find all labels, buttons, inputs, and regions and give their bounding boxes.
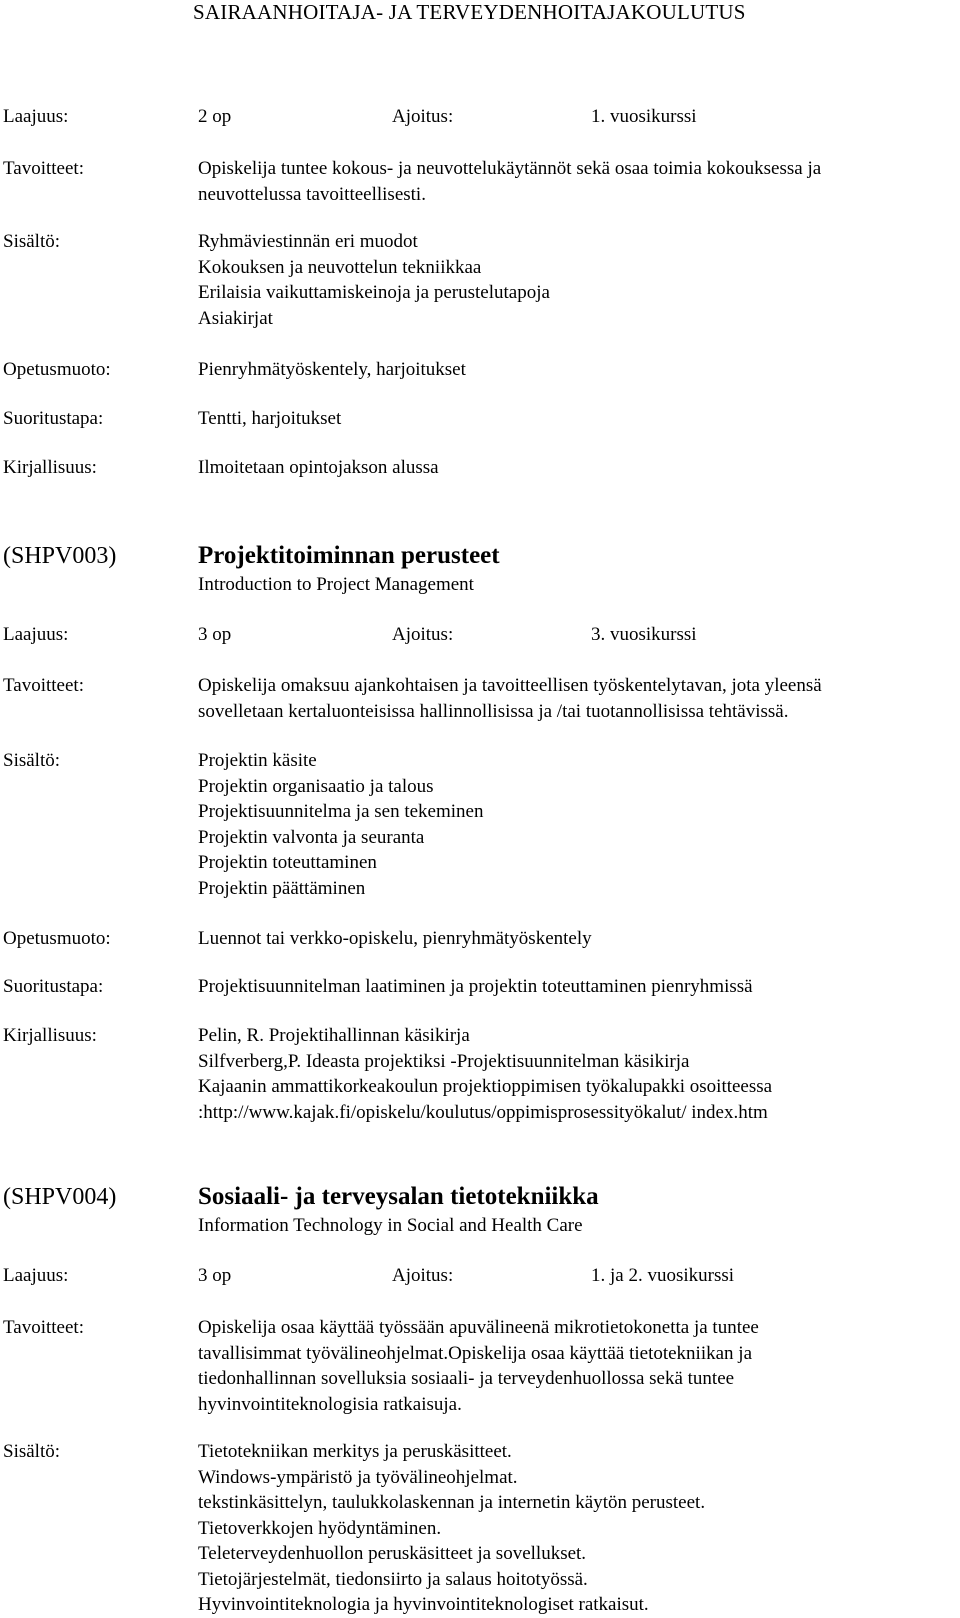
text-line: neuvottelussa tavoitteellisesti.: [198, 183, 426, 205]
course-subtitle: Information Technology in Social and Health Care: [198, 1215, 583, 1236]
text-line: tiedonhallinnan sovelluksia sosiaali- ja terveydenhuollossa sekä tuntee: [198, 1368, 735, 1389]
course-title: Sosiaali- ja terveysalan tietotekniikka: [198, 1183, 599, 1210]
ajoitus-value: 1. ja 2. vuosikurssi: [591, 1265, 735, 1286]
opetusmuoto-value: Pienryhmätyöskentely, harjoitukset: [198, 359, 466, 380]
tavoitteet-text: [198, 1315, 759, 1417]
sisalto-label: Sisältö:: [3, 1441, 61, 1462]
laajuus-label: Laajuus:: [3, 624, 69, 645]
list-item: Projektin päättäminen: [198, 877, 366, 899]
course-code: (SHPV004): [3, 1184, 117, 1210]
list-item: Projektin toteuttaminen: [198, 852, 377, 873]
list-item: Projektin organisaatio ja talous: [198, 775, 434, 797]
text-line: hyvinvointiteknologisia ratkaisuja.: [198, 1393, 462, 1415]
text-line: tavallisimmat työvälineohjelmat.Opiskelija osaa käyttää tietotekniikan ja: [198, 1342, 753, 1364]
list-item: Silfverberg,P. Ideasta projektiksi -Projektisuunnitelman käsikirja: [198, 1050, 690, 1072]
laajuus-value: 3 op: [198, 624, 232, 645]
tavoitteet-text: [198, 156, 821, 207]
sisalto-label: Sisältö:: [3, 750, 61, 771]
tavoitteet-label: Tavoitteet:: [3, 675, 84, 696]
course-code: (SHPV003): [3, 543, 117, 569]
opetusmuoto-label: Opetusmuoto:: [3, 928, 111, 949]
laajuus-label: Laajuus:: [3, 1265, 69, 1286]
ajoitus-label: Ajoitus:: [392, 624, 454, 645]
text-line: Opiskelija tuntee kokous- ja neuvottelukäytännöt sekä osaa toimia kokouksessa ja: [198, 158, 822, 179]
list-item: Projektin valvonta ja seuranta: [198, 826, 425, 848]
list-item: Kokouksen ja neuvottelun tekniikkaa: [198, 256, 482, 278]
sisalto-label: Sisältö:: [3, 231, 61, 252]
list-item: Erilaisia vaikuttamiskeinoja ja perustelutapoja: [198, 282, 550, 303]
list-item: Windows-ympäristö ja työvälineohjelmat.: [198, 1466, 518, 1488]
ajoitus-value: 1. vuosikurssi: [591, 106, 697, 127]
suoritustapa-value: Tentti, harjoitukset: [198, 408, 342, 429]
sisalto-list: [198, 1439, 705, 1618]
tavoitteet-text: [198, 673, 822, 724]
ajoitus-value: 3. vuosikurssi: [591, 624, 697, 645]
ajoitus-label: Ajoitus:: [392, 106, 454, 127]
kirjallisuus-list: [198, 1023, 772, 1125]
sisalto-list: [198, 229, 550, 331]
text-line: Opiskelija osaa käyttää työssään apuvälineenä mikrotietokonetta ja tuntee: [198, 1317, 759, 1338]
list-item: Pelin, R. Projektihallinnan käsikirja: [198, 1025, 470, 1046]
list-item: Tietoverkkojen hyödyntäminen.: [198, 1517, 442, 1539]
laajuus-value: 2 op: [198, 106, 232, 127]
list-item: :http://www.kajak.fi/opiskelu/koulutus/oppimisprosessityökalut/ index.htm: [198, 1101, 768, 1123]
suoritustapa-label: Suoritustapa:: [3, 408, 104, 429]
laajuus-label: Laajuus:: [3, 106, 69, 127]
list-item: Kajaanin ammattikorkeakoulun projektioppimisen työkalupakki osoitteessa: [198, 1076, 773, 1097]
list-item: Projektin käsite: [198, 750, 317, 771]
laajuus-value: 3 op: [198, 1265, 232, 1286]
tavoitteet-label: Tavoitteet:: [3, 158, 84, 179]
suoritustapa-value: Projektisuunnitelman laatiminen ja projektin toteuttaminen pienryhmissä: [198, 976, 753, 997]
list-item: Tietojärjestelmät, tiedonsiirto ja salaus hoitotyössä.: [198, 1568, 588, 1590]
text-line: Opiskelija omaksuu ajankohtaisen ja tavoitteellisen työskentelytavan, jota yleensä: [198, 675, 822, 696]
list-item: Ryhmäviestinnän eri muodot: [198, 231, 418, 252]
list-item: tekstinkäsittelyn, taulukkolaskennan ja internetin käytön perusteet.: [198, 1492, 706, 1513]
ajoitus-label: Ajoitus:: [392, 1265, 454, 1286]
list-item: Hyvinvointiteknologia ja hyvinvointiteknologiset ratkaisut.: [198, 1594, 649, 1615]
course-subtitle: Introduction to Project Management: [198, 574, 474, 595]
list-item: Teleterveydenhuollon peruskäsitteet ja sovellukset.: [198, 1543, 587, 1564]
sisalto-list: [198, 748, 483, 901]
tavoitteet-label: Tavoitteet:: [3, 1317, 84, 1338]
list-item: Asiakirjat: [198, 307, 273, 329]
suoritustapa-label: Suoritustapa:: [3, 976, 104, 997]
text-line: sovelletaan kertaluonteisissa hallinnollisissa ja /tai tuotannollisissa tehtävissä.: [198, 700, 789, 722]
kirjallisuus-label: Kirjallisuus:: [3, 457, 97, 478]
opetusmuoto-value: Luennot tai verkko-opiskelu, pienryhmätyöskentely: [198, 928, 592, 949]
document-header: SAIRAANHOITAJA- JA TERVEYDENHOITAJAKOULUTUS: [193, 0, 746, 24]
course-title: Projektitoiminnan perusteet: [198, 542, 500, 569]
list-item: Tietotekniikan merkitys ja peruskäsitteet.: [198, 1441, 512, 1462]
list-item: Projektisuunnitelma ja sen tekeminen: [198, 801, 484, 822]
kirjallisuus-value: Ilmoitetaan opintojakson alussa: [198, 457, 439, 478]
opetusmuoto-label: Opetusmuoto:: [3, 359, 111, 380]
kirjallisuus-label: Kirjallisuus:: [3, 1025, 97, 1046]
